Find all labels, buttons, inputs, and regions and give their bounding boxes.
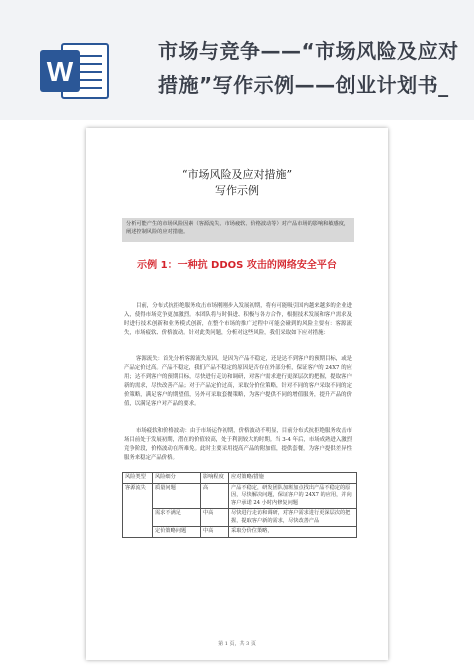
banner — [0, 0, 474, 120]
example-title: 示例 1：一种抗 DDOS 攻击的网络安全平台 — [137, 260, 337, 271]
document-page — [86, 128, 388, 660]
table-cell: 质量问题 — [153, 483, 201, 509]
page-footer: 第 1 页，共 3 页 — [218, 641, 256, 647]
table-cell: 采取分价位策略， — [229, 527, 357, 538]
table-cell: 客源流失 — [123, 483, 153, 537]
table-header-cell: 应对策略/措施 — [229, 473, 357, 484]
risk-table — [122, 472, 357, 538]
table-header-cell: 影响程度 — [201, 473, 229, 484]
table-header-cell: 风险细分 — [153, 473, 201, 484]
table-cell: 需求不满足 — [153, 509, 201, 527]
table-row — [123, 527, 357, 538]
paragraph: 市场疲软和价格波动：由于市场运作初期，价格波动不明显，目前分布式抗拒绝服务攻击市场目前处于发展初期，潜在的价值较高，处于利润较大的时期。当 3-4 年后，市场成熟进入激烈竞争阶段，价格波动在所难免。此时主要采用提高产品的附加值，提供套餐，为客户提供差异性服务来稳定产品价格。 — [124, 428, 352, 461]
table-row — [123, 483, 357, 509]
table-header-row — [123, 473, 357, 484]
table-cell: 定价策略问题 — [153, 527, 201, 538]
table-row — [123, 509, 357, 527]
table-cell: 高 — [201, 483, 229, 509]
paragraph: 目前，分布式抗拒绝服务攻击市场刚刚步入发展初期，将有可能吸引国内越来越多的企业进入，使得市场竞争更加激烈。本团队将与时俱进、积极与各方合作，根据技术发展和客户需求及时进行技术创新和业务模式创新，在整个市场的推广过程中可能会碰到的风险主要有：客源流失，市场疲软、价格波动。针对此类问题，分析对这些风险，我们采取如下应对措施： — [124, 303, 352, 336]
highlighted-intro: 分析可能产生的市场风险因素（客源流失、市场疲软、价格波动等）对产品市场的影响和敏感度，阐述控制风险的应对措施。 — [122, 218, 354, 242]
page-heading: “市场风险及应对措施” — [181, 168, 293, 181]
word-icon-letter: W — [46, 56, 74, 87]
paragraph: 客源流失：首先分析客源流失原因，是因为产品不稳定，还是达不到客户的预期目标，或是产品定价过高。产品不稳定，我们产品不稳定的原因是否存在外部分析，保证客户的 24X7 的应用；达不到客户的预期目标，尽快进行走访和调研，对客户需求进行更深层次的把握，提取客户新的需求，尽快改善产品；对于产品定价过高，采取分价位策略，针对不同的客户采取不同的定价策略，满足客户的期望值，另外可采取套餐策略，为客户提供不同的增值服务，提升产品的价值，以满足客户对产品的要求。 — [124, 356, 352, 407]
table-cell: 尽快进行走访和调研，对客户需求进行更深层次的把握，提取客户新的需求，尽快改善产品 — [229, 509, 357, 527]
document-title: 市场与竞争——“市场风险及应对措施”写作示例——创业计划书_ — [158, 39, 459, 97]
page-subheading: 写作示例 — [215, 184, 259, 197]
table-header-cell: 风险类型 — [123, 473, 153, 484]
word-document-icon — [40, 40, 110, 102]
table-cell: 中高 — [201, 527, 229, 538]
table-cell: 中高 — [201, 509, 229, 527]
table-cell: 产品不稳定，研发团队加班加点找出产品不稳定的原因，尽快解决问题，保证客户的 24X7 的应用，并向客户承诺 24 小时内修复问题 — [229, 483, 357, 509]
